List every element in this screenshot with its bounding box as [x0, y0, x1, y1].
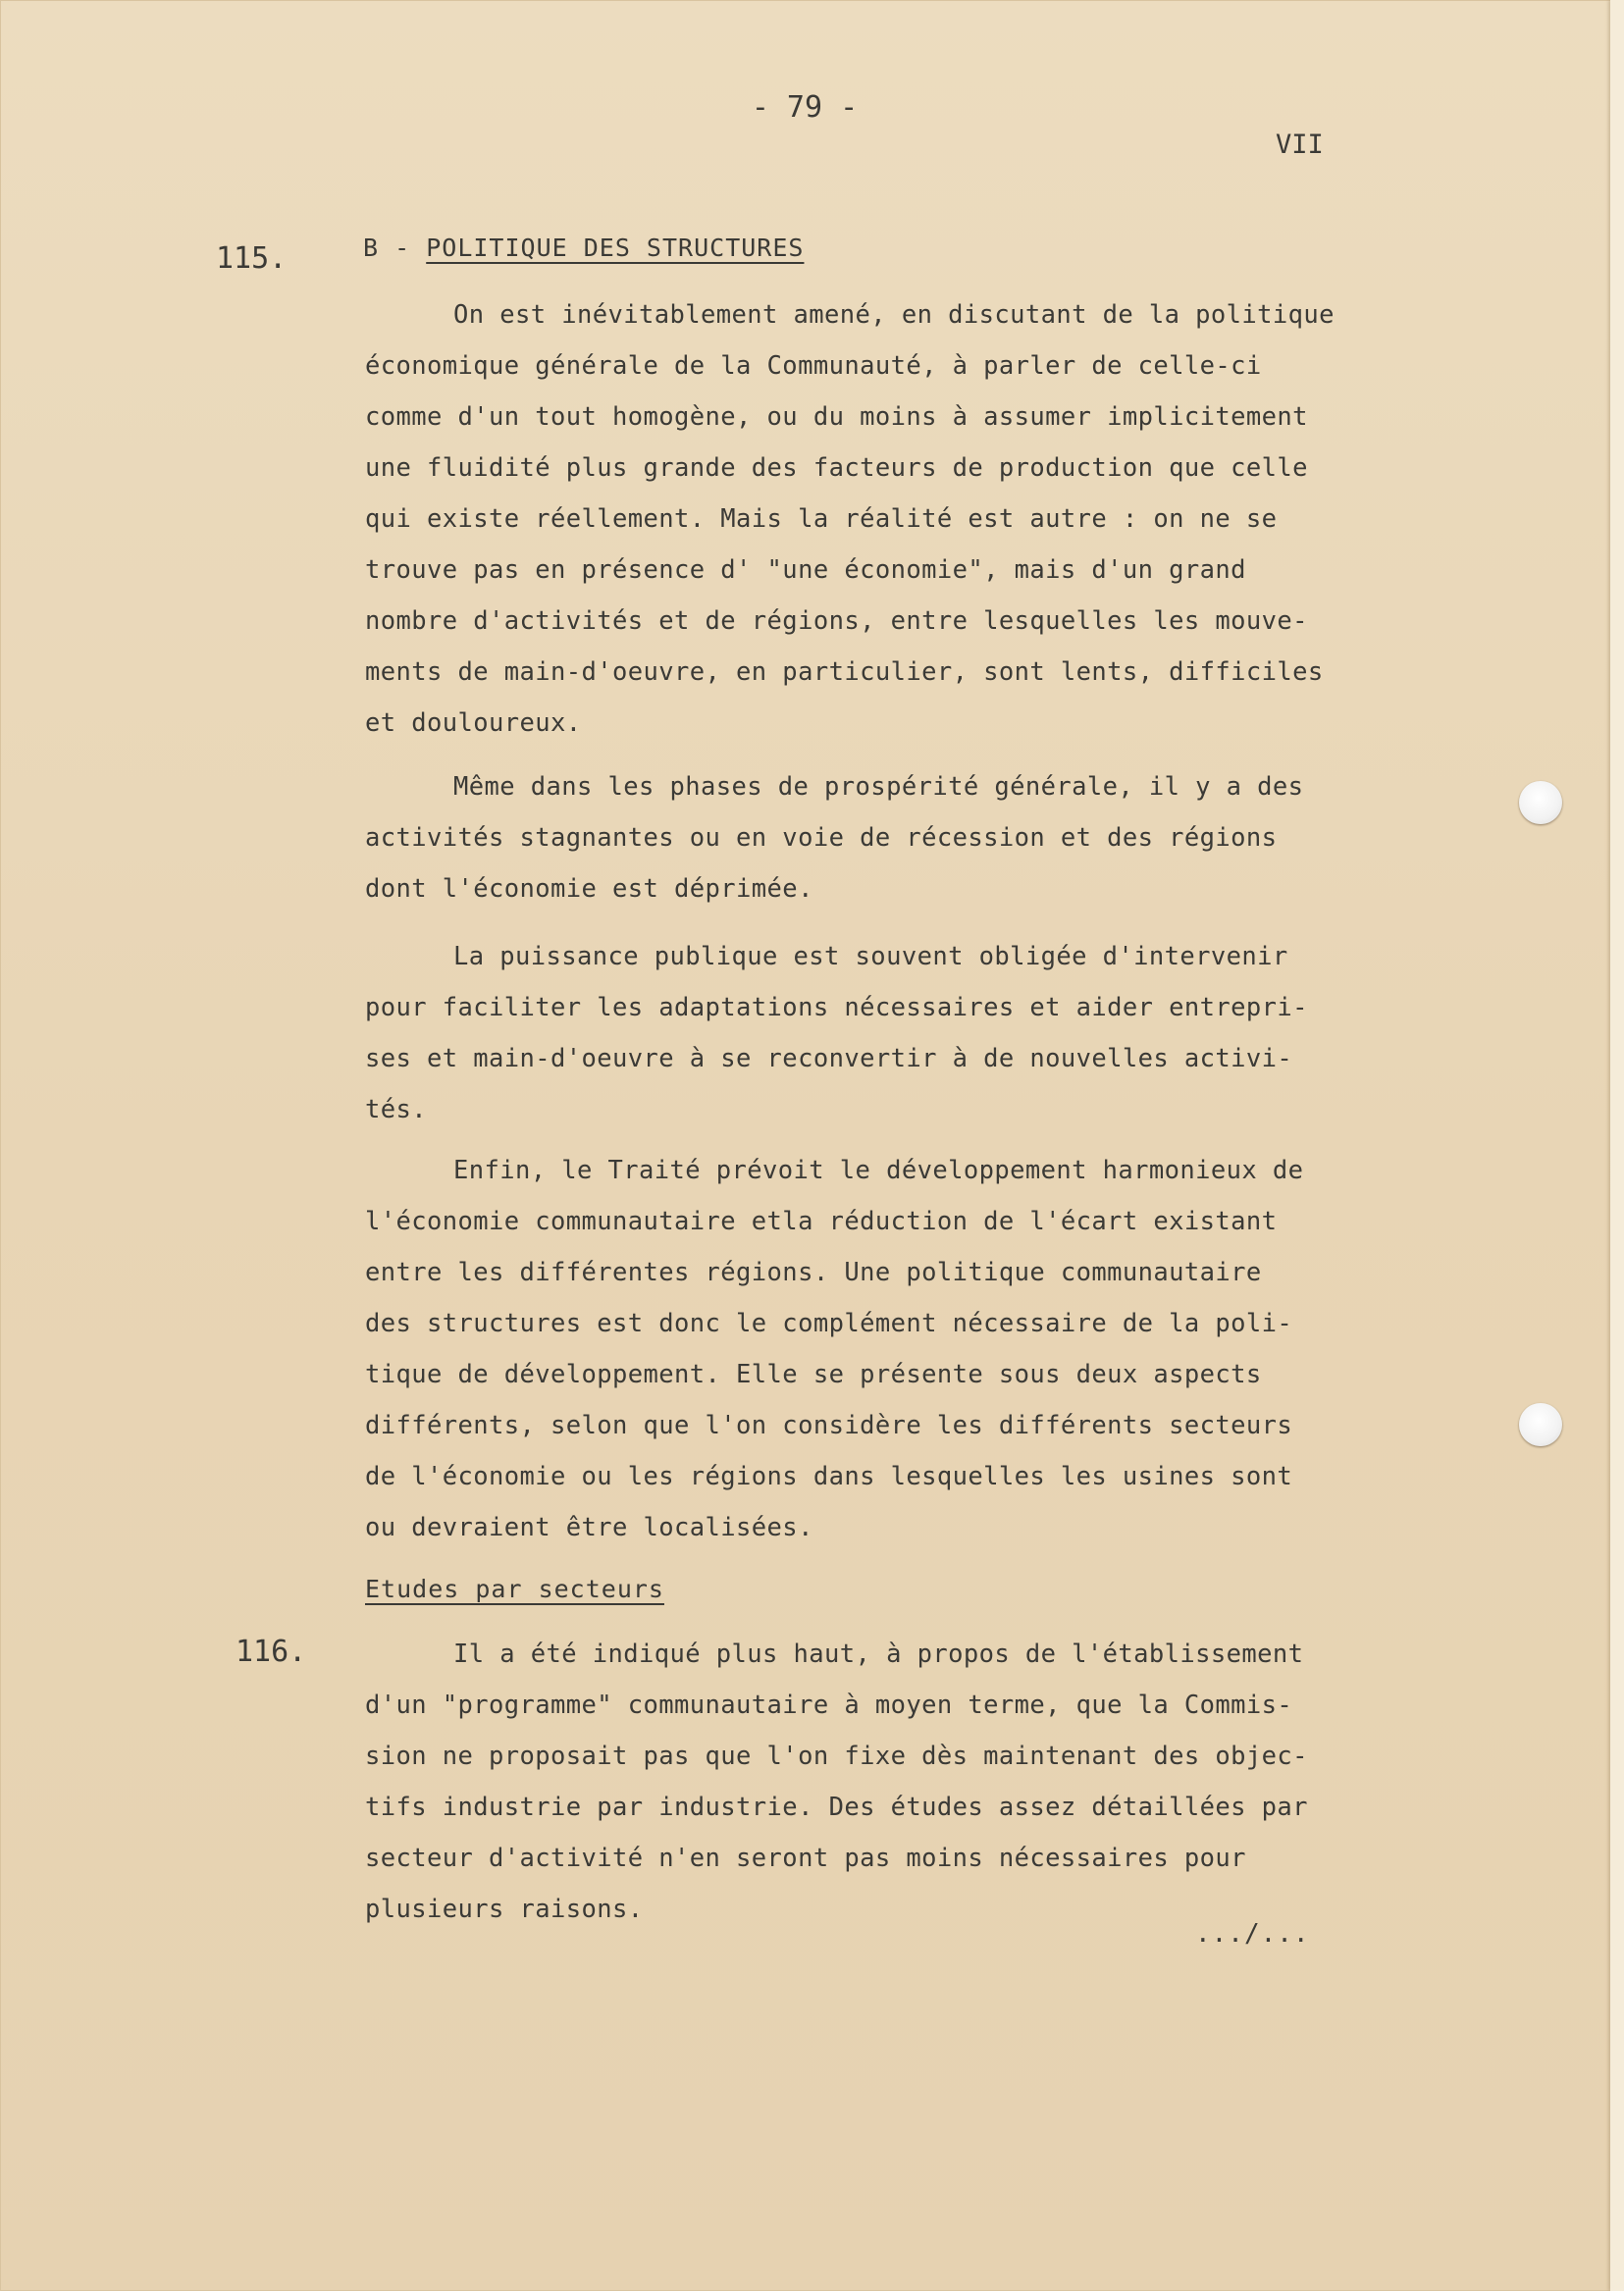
text-line: de l'économie ou les régions dans lesquelles les usines sont	[365, 1462, 1293, 1491]
section-heading-prefix: B -	[363, 234, 427, 262]
text-line: tique de développement. Elle se présente sous deux aspects	[365, 1360, 1262, 1389]
text-line: ments de main-d'oeuvre, en particulier, sont lents, difficiles	[365, 657, 1324, 687]
text-line: ses et main-d'oeuvre à se reconvertir à de nouvelles activi-	[365, 1044, 1293, 1073]
text-line: tés.	[365, 1095, 428, 1124]
paragraph-2	[365, 761, 1454, 914]
punch-hole-bottom	[1519, 1403, 1562, 1446]
text-line: entre les différentes régions. Une politique communautaire	[365, 1258, 1262, 1287]
text-line: et douloureux.	[365, 708, 582, 738]
text-line: d'un "programme" communautaire à moyen terme, que la Commis-	[365, 1691, 1293, 1720]
text-line: Enfin, le Traité prévoit le développement harmonieux de	[453, 1156, 1304, 1185]
text-line: trouve pas en présence d' "une économie", mais d'un grand	[365, 555, 1246, 585]
text-line: l'économie communautaire etla réduction de l'écart existant	[365, 1207, 1278, 1236]
text-line: une fluidité plus grande des facteurs de production que celle	[365, 453, 1308, 483]
text-line: On est inévitablement amené, en discutant de la politique	[453, 300, 1335, 330]
text-line: Il a été indiqué plus haut, à propos de l'établissement	[453, 1640, 1304, 1669]
page-edge	[1610, 0, 1624, 2291]
subsection-heading	[365, 1575, 664, 1603]
text-line: plusieurs raisons.	[365, 1895, 644, 1924]
paragraph-number-116: 116.	[236, 1635, 307, 1669]
text-line: différents, selon que l'on considère les différents secteurs	[365, 1411, 1293, 1440]
section-heading-title: POLITIQUE DES STRUCTURES	[426, 234, 805, 262]
text-line: dont l'économie est déprimée.	[365, 874, 813, 904]
continuation-mark: .../...	[1195, 1919, 1310, 1949]
text-line: comme d'un tout homogène, ou du moins à assumer implicitement	[365, 402, 1308, 432]
text-line: La puissance publique est souvent obligée d'intervenir	[453, 942, 1288, 971]
section-code: VII	[1276, 130, 1324, 160]
text-line: sion ne proposait pas que l'on fixe dès maintenant des objec-	[365, 1742, 1308, 1771]
text-line: économique générale de la Communauté, à parler de celle-ci	[365, 351, 1262, 381]
page-number: - 79 -	[751, 90, 859, 125]
text-line: ou devraient être localisées.	[365, 1513, 813, 1542]
text-line: secteur d'activité n'en seront pas moins nécessaires pour	[365, 1844, 1246, 1873]
section-heading	[363, 234, 804, 262]
subsection-heading-title: Etudes par secteurs	[365, 1575, 664, 1603]
text-line: tifs industrie par industrie. Des études assez détaillées par	[365, 1793, 1308, 1822]
paragraph-3	[365, 931, 1454, 1135]
punch-hole-top	[1519, 781, 1562, 824]
text-line: pour faciliter les adaptations nécessaires et aider entrepri-	[365, 993, 1308, 1022]
paragraph-4	[365, 1145, 1454, 1553]
text-line: Même dans les phases de prospérité générale, il y a des	[453, 772, 1304, 802]
text-line: des structures est donc le complément nécessaire de la poli-	[365, 1309, 1293, 1338]
text-line: nombre d'activités et de régions, entre lesquelles les mouve-	[365, 606, 1308, 636]
text-line: activités stagnantes ou en voie de récession et des régions	[365, 823, 1278, 853]
paragraph-1	[365, 289, 1454, 749]
text-line: qui existe réellement. Mais la réalité est autre : on ne se	[365, 504, 1278, 534]
paragraph-number-115: 115.	[216, 241, 288, 276]
paragraph-116	[365, 1629, 1454, 1935]
